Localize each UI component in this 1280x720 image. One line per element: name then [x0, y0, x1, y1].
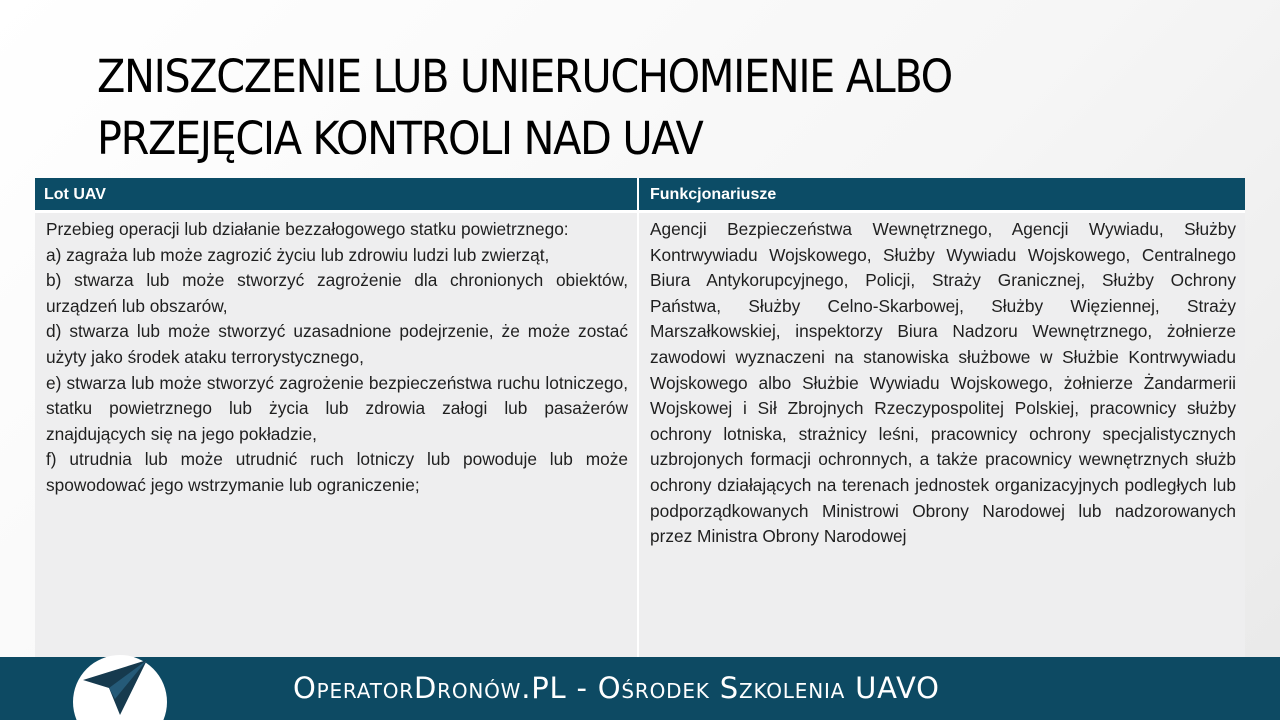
cell-line-intro: Przebieg operacji lub działanie bezzałogowego statku powietrznego:	[46, 219, 569, 239]
cell-line-a: a) zagraża lub może zagrozić życiu lub zdrowiu ludzi lub zwierząt,	[46, 244, 550, 265]
slide-title-line-2: PRZEJĘCIA KONTROLI NAD UAV	[97, 112, 703, 165]
table-body-row	[35, 211, 1245, 658]
comparison-table	[35, 178, 1245, 658]
cell-line-b: b) stwarza lub może stworzyć zagrożenie dla chronionych obiektów, urządzeń lub obszarów,	[46, 270, 628, 316]
cell-line-f: f) utrudnia lub może utrudnić ruch lotniczy lub powoduje lub może spowodować jego wstrzymanie lub ograniczenie;	[46, 449, 628, 495]
cell-funkcjonariusze	[639, 213, 1245, 658]
table-header-row	[35, 178, 1245, 211]
footer-title: OperatorDronów.PL - Ośrodek Szkolenia UAVO	[293, 671, 940, 705]
header-lot-uav: Lot UAV	[35, 178, 639, 210]
slide-title	[97, 46, 1127, 170]
cell-line-e: e) stwarza lub może stworzyć zagrożenie bezpieczeństwa ruchu lotniczego, statku powietrznego lub życia lub zdrowia załogi lub pasażerów znajdujących się na jego pokładzie,	[46, 372, 628, 444]
cell-lot-uav	[35, 213, 639, 658]
logo	[73, 655, 167, 720]
header-funkcjonariusze: Funkcjonariusze	[650, 186, 777, 203]
slide-title-line-1: ZNISZCZENIE LUB UNIERUCHOMIENIE ALBO	[97, 50, 952, 103]
paper-plane-drone-icon	[73, 655, 167, 720]
cell-line-d: d) stwarza lub może stworzyć uzasadnione podejrzenie, że może zostać użyty jako środek ataku terrorystycznego,	[46, 321, 628, 367]
cell-officers-text: Agencji Bezpieczeństwa Wewnętrznego, Agencji Wywiadu, Służby Kontrwywiadu Wojskowego, Służby Wywiadu Wojskowego, Centralnego Biura Antykorupcyjnego, Policji, Straży Granicznej, Służby Ochrony Państwa, Służby Celno-Skarbowej, Służby Więziennej, Straży Marszałkowskiej, inspektorzy Biura Nadzoru Wewnętrznego, żołnierze zawodowi wyznaczeni na stanowiska służbowe w Służbie Kontrwywiadu Wojskowego albo Służbie Wywiadu Wojskowego, żołnierze Żandarmerii Wojskowej i Sił Zbrojnych Rzeczypospolitej Polskiej, pracownicy służby ochrony lotniska, strażnicy leśni, pracownicy ochrony specjalistycznych uzbrojonych formacji ochronnych, a także pracownicy wewnętrznych służb ochrony działających na terenach jednostek organizacyjnych podległych lub podporządkowanych Ministrowi Obrony Narodowej lub nadzorowanych przez Ministra Obrony Narodowej	[650, 219, 1236, 547]
